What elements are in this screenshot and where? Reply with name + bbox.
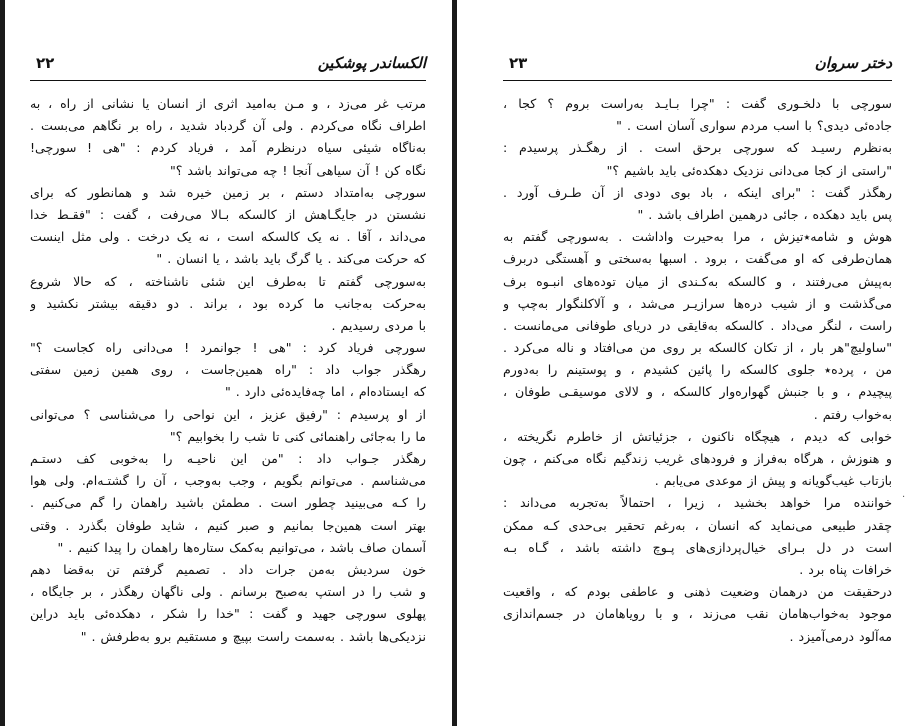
text-line: خواننده مرا خواهد بخشید ، زیرا ، احتمالاً به‌تجربه می‌داند : xyxy=(503,495,892,511)
text-line: و شب را در استپ به‌صبح برسانم . ولی ناگهان رهگذر ، بر جایگاه ، xyxy=(30,584,426,600)
right-page-header xyxy=(503,52,892,81)
text-line: خون سردیش به‌من جرات داد . تصمیم گرفتم تن به‌قضا دهم xyxy=(30,561,426,577)
right-page-body xyxy=(503,93,892,648)
right-page xyxy=(503,52,892,648)
text-line: آسمان صاف باشد ، می‌توانیم به‌کمک ستاره‌ها راهمان را پیدا کنیم . " xyxy=(57,539,426,555)
text-line: رهگذر گفت : "برای اینکه ، باد بوی دودی از آن طـرف آورد . xyxy=(503,184,892,200)
page-number: ۲۲ xyxy=(36,54,55,72)
margin-mark: · xyxy=(902,492,906,503)
text-line: به‌خواب رفتم . xyxy=(813,406,892,422)
text-line: به‌نظرم رسیـد که سورچی برحق است . از رهگـذر پرسیدم : xyxy=(503,140,892,156)
text-line: و هنوزش ، هرگاه به‌فراز و فرودهای غریب زندگیم نگاه می‌کنم ، چون xyxy=(503,451,892,466)
text-line: خوابی که دیدم ، هیچگاه ناکنون ، جزئیاتش از خاطرم نگریخته ، xyxy=(503,428,892,444)
text-line: که ایستاده‌ام ، اما چه‌فایده‌ئی دارد . " xyxy=(225,384,426,400)
text-line: به‌ناگاه شیئی سیاه درنظرم آمد ، فریاد کردم : "هی ! سورچی! xyxy=(30,140,426,156)
text-line: به‌پیش می‌رفتند ، و کالسکه به‌کـندی از میان توده‌های انبـوه برف xyxy=(503,273,892,289)
text-line: پیچیدم ، و با جنبش گهواره‌وار کالسکه ، و لالای موسیقـی طوفان ، xyxy=(503,384,892,400)
text-line: را کـه می‌بینید چطور است . مطمئن باشید راهمان را گم می‌کنیم . xyxy=(30,495,426,511)
center-gutter xyxy=(452,0,457,726)
left-page-edge xyxy=(0,0,5,726)
text-line: درحقیقت من درهمان وضعیت ذهنی و عاطفی بودم که ، واقعیت xyxy=(503,584,892,600)
text-line: چقدر طبیعی می‌نماید که انسان ، به‌رغم تحقیر بی‌حدی کـه ممکن xyxy=(503,517,892,533)
text-line: که حرکت می‌کند . یا گرگ باید باشد ، یا انسان . " xyxy=(156,251,426,267)
text-line: رهگذر جـواب داد : "من این ناحیـه را به‌خوبی کف دستـم xyxy=(30,451,426,466)
left-page-body xyxy=(30,93,426,648)
left-page xyxy=(30,52,426,648)
text-line: نگاه کن ! آن سیاهی آنجا ! چه می‌تواند باشد ؟" xyxy=(169,162,426,178)
text-line: سورچی به‌امتداد دستم ، بر زمین خیره شد و همانطور که برای xyxy=(30,184,426,200)
text-line: هوش و شامه٭تیزش ، مرا به‌حیرت واداشت . به‌سورچی گفتم به xyxy=(503,229,892,245)
text-line: "راستی از کجا می‌دانی نزدیک دهکده‌ئی باید باشیم ؟" xyxy=(606,162,892,178)
text-line: راست ، لنگر می‌داد . کالسکه به‌قایقی در دریای طوفانی می‌مانست . xyxy=(503,317,892,333)
text-line: پس باید دهکده ، جائی درهمین اطراف باشد . " xyxy=(637,206,892,222)
text-line: جاده‌ئی دیدی؟ با اسب مردم سواری آسان است . " xyxy=(616,118,892,134)
page-number: ۲۳ xyxy=(509,54,528,72)
text-line: من ، پرده٭ جلوی کالسکه را پائین کشیدم ، و پوستینم را به‌دورم xyxy=(503,362,892,378)
text-line: بهتر است همین‌جا بمانیم و صبر کنیم ، شاید طوفان بگذرد . وقتی xyxy=(30,517,426,533)
text-line: نشستن در جایگـاهش از کالسکه بـالا می‌رفت ، گفت : "فقـط خدا xyxy=(30,206,426,222)
text-line: سورچی فریاد کرد : "هی ! جوانمرد ! می‌دانی راه کجاست ؟" xyxy=(30,340,426,356)
text-line: بازتاب غیب‌گویانه و پیش از موعدی می‌یابم . xyxy=(654,473,892,489)
text-line: می‌گذشت و از شیب دره‌ها سرازیـر می‌شد ، و آلاکلنگوار به‌چپ و xyxy=(503,295,892,311)
text-line: موجود به‌خواب‌هامان نقب می‌زند ، و با رویاهامان در جسم‌اندازی xyxy=(503,606,892,622)
text-line: می‌داند ، آقا . نه یک کالسکه است ، نه یک درخت . ولی مثل اینست xyxy=(30,229,426,245)
text-line: رهگذر جواب داد : "راه همین‌جاست ، روی همین زمین سفتی xyxy=(30,362,426,378)
text-line: پهلوی سورچی جهید و گفت : "خدا را شکر ، دهکده‌ئی باید دراین xyxy=(30,606,426,622)
text-line: همان‌طرفی که او می‌گفت ، برود . اسبها به‌سختی و آهستگی دربرف xyxy=(503,251,892,267)
left-page-header xyxy=(30,52,426,81)
text-line: به‌حرکت به‌جانب ما کرده بود ، براند . دو دقیقه بیشتر نکشید و xyxy=(30,295,426,311)
text-line: مه‌آلود درمی‌آمیزد . xyxy=(789,628,892,644)
text-line: می‌شناسم . می‌توانم بگویم ، وجب به‌وجب ، آن را گشتـه‌ام. ولی هوا xyxy=(30,473,426,489)
text-line: مرتب غر می‌زد ، و مـن به‌امید اثری از انسان یا نشانی از راه ، به xyxy=(30,96,426,111)
text-line: با مردی رسیدیم . xyxy=(331,317,426,333)
text-line: به‌سورچی گفتم تا به‌طرف این شئی ناشناخته ، که حالا شروع xyxy=(30,273,426,289)
text-line: "ساولیچ"هر بار ، از تکان کالسکه بر روی من می‌افتاد و ناله می‌کرد . xyxy=(503,340,892,356)
text-line: نزدیکی‌ها باشد . به‌سمت راست بپیچ و مستقیم برو به‌طرفش . " xyxy=(80,628,426,644)
text-line: خرافات پناه برد . xyxy=(799,561,892,577)
running-title: الکساندر پوشکین xyxy=(317,54,426,72)
text-line: ما را به‌جائی راهنمائی کنی تا شب را بخوابیم ؟" xyxy=(169,428,426,444)
text-line: از او پرسیدم : "رفیق عزیز ، این نواحی را می‌شناسی ؟ می‌توانی xyxy=(30,406,426,422)
text-line: اطراف نگاه می‌کردم . ولی آن گردباد شدید ، راه بر نگاهم می‌بست . xyxy=(30,118,426,134)
running-title: دختر سروان xyxy=(814,54,892,72)
text-line: سورچی با دلخـوری گفت : "چرا بـایـد به‌راست بروم ؟ کجا ، xyxy=(503,96,892,111)
text-line: است در دل بـرای خیال‌پردازی‌های پـوچ داشته باشد ، گـاه بـه xyxy=(503,539,892,555)
